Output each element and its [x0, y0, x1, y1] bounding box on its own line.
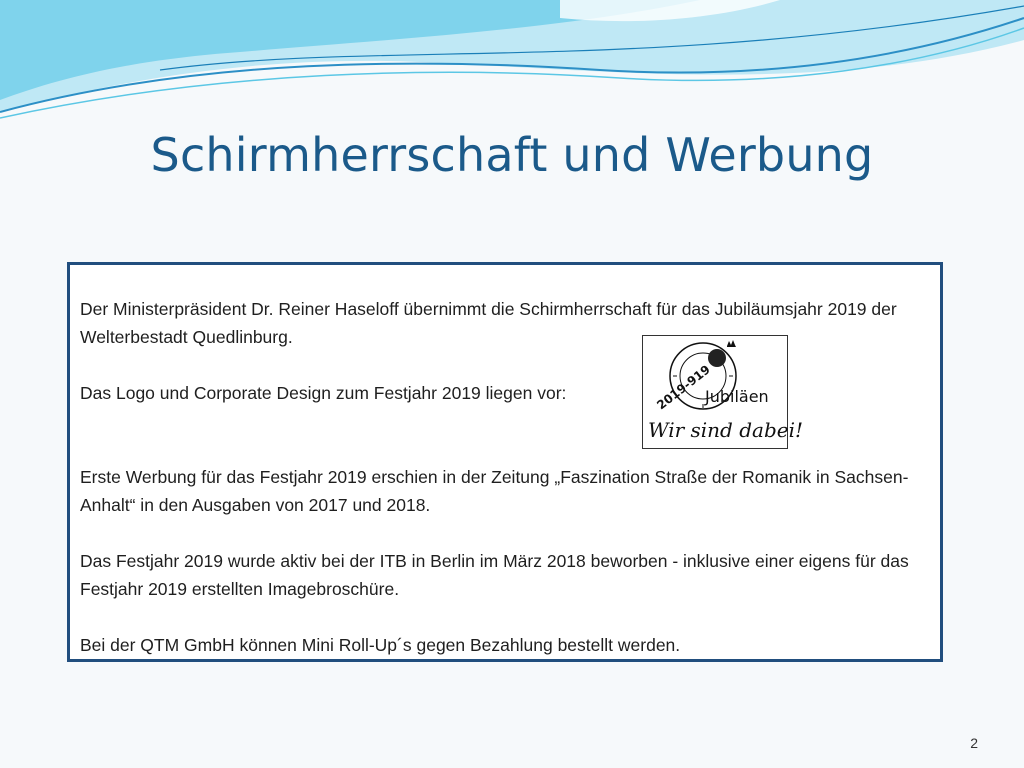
logo-title: Jubiläen: [705, 387, 769, 406]
paragraph-logo: Das Logo und Corporate Design zum Festjahr 2019 liegen vor:: [80, 383, 567, 403]
content-box: [67, 262, 943, 662]
slide-title: Schirmherrschaft und Werbung: [150, 128, 874, 182]
jubilaeen-logo: [642, 335, 804, 449]
logo-years: 2019-919: [654, 362, 713, 413]
logo-slogan: Wir sind dabei!: [648, 418, 804, 442]
paragraph-newspaper: Erste Werbung für das Festjahr 2019 erschien in der Zeitung „Faszination Straße der Romanik in Sachsen-Anhalt“ in den Ausgaben von 2017 und 2018.: [80, 467, 909, 515]
paragraph-itb: Das Festjahr 2019 wurde aktiv bei der ITB in Berlin im März 2018 beworben - inklusive einer eigens für das Festjahr 2019 erstellten Imagebroschüre.: [80, 551, 909, 599]
paragraph-rollup: Bei der QTM GmbH können Mini Roll-Up´s gegen Bezahlung bestellt werden.: [80, 635, 681, 655]
paragraph-patronage: Der Ministerpräsident Dr. Reiner Haseloff übernimmt die Schirmherrschaft für das Jubiläumsjahr 2019 der Welterbestadt Quedlinburg.: [80, 299, 897, 347]
header-wave-decoration: [0, 0, 1024, 130]
page-number: 2: [970, 735, 978, 751]
